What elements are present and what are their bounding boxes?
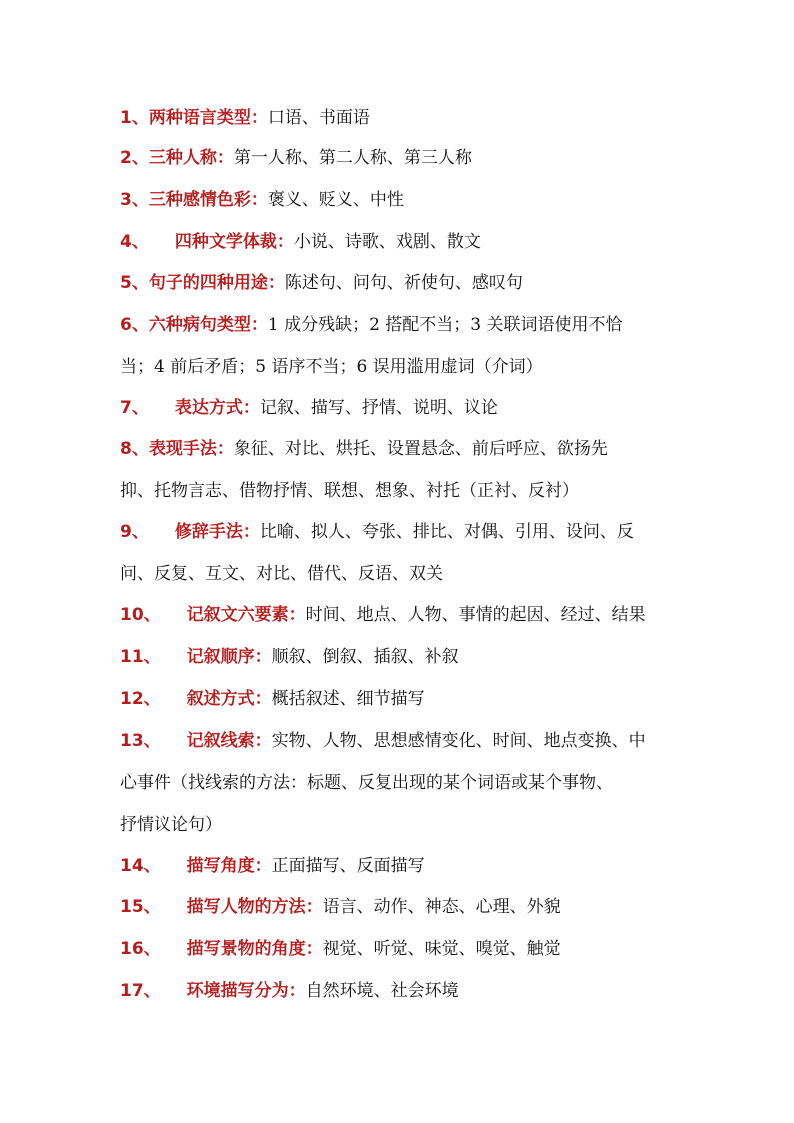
item-label: 记叙文六要素： [186,605,306,625]
list-item-11 [120,636,680,678]
list-item-4 [120,221,680,263]
item-label: 表达方式： [174,398,260,418]
list-item-7 [120,387,680,429]
item-text: 陈述句、问句、祈使句、感叹句 [284,273,523,293]
item-text: 顺叙、倒叙、插叙、补叙 [271,647,459,667]
item-label: 句子的四种用途： [148,273,285,293]
list-item-5 [120,262,680,304]
list-item-3 [120,179,680,221]
item-text: 实物、人物、思想感情变化、时间、地点变换、中 [271,731,646,751]
list-item-12 [120,678,680,720]
item-label: 记叙顺序： [186,647,272,667]
item-text-continued: 抒情议论句） [120,815,222,835]
item-label: 描写景物的角度： [186,939,323,959]
item-text: 语言、动作、神态、心理、外貌 [322,897,561,917]
item-text: 概括叙述、细节描写 [271,689,425,709]
item-text: 记叙、描写、抒情、说明、议论 [259,398,498,418]
item-number: 3、 [120,190,149,210]
item-text: 自然环境、社会环境 [305,981,459,1001]
list-item-17 [120,970,680,1012]
item-label: 修辞手法： [174,522,260,542]
item-text: 比喻、拟人、夸张、排比、对偶、引用、设问、反 [259,522,634,542]
item-label: 六种病句类型： [148,315,268,335]
item-text: 褒义、贬义、中性 [267,190,404,210]
item-label: 描写角度： [186,856,272,876]
item-number: 5、 [120,273,149,293]
item-label: 两种语言类型： [148,108,268,128]
item-number: 15、 [120,897,161,917]
item-text-continued: 当；4 前后矛盾；5 语序不当；6 误用滥用虚词（介词） [120,357,543,377]
item-text-continued: 抑、托物言志、借物抒情、联想、想象、衬托（正衬、反衬） [120,481,579,501]
item-number: 13、 [120,731,161,751]
item-number: 12、 [120,689,161,709]
item-text: 口语、书面语 [267,108,370,128]
item-text: 视觉、听觉、味觉、嗅觉、触觉 [322,939,561,959]
item-text: 1 成分残缺；2 搭配不当；3 关联词语使用不恰 [267,315,623,335]
list-item-9 [120,511,680,595]
item-label: 记叙线索： [186,731,272,751]
list-item-16 [120,928,680,970]
item-number: 9、 [120,522,149,542]
list-item-14 [120,845,680,887]
item-text: 第一人称、第二人称、第三人称 [233,148,472,168]
item-label: 描写人物的方法： [186,897,323,917]
item-number: 6、 [120,315,149,335]
item-number: 2、 [120,148,149,168]
item-label: 叙述方式： [186,689,272,709]
item-text-continued: 心事件（找线索的方法：标题、反复出现的某个词语或某个事物、 [120,773,613,793]
list-item-1 [120,97,680,139]
item-text: 时间、地点、人物、事情的起因、经过、结果 [305,605,646,625]
item-number: 8、 [120,439,149,459]
item-number: 1、 [120,108,149,128]
list-item-10 [120,594,680,636]
item-label: 三种人称： [148,148,234,168]
item-label: 三种感情色彩： [148,190,268,210]
item-number: 7、 [120,398,149,418]
item-label: 四种文学体裁： [174,232,294,252]
list-item-8 [120,428,680,512]
item-label: 环境描写分为： [186,981,306,1001]
list-item-2 [120,137,680,179]
list-item-15 [120,886,680,928]
item-number: 14、 [120,856,161,876]
item-text: 正面描写、反面描写 [271,856,425,876]
item-text-continued: 问、反复、互文、对比、借代、反语、双关 [120,564,443,584]
item-number: 10、 [120,605,161,625]
item-text: 象征、对比、烘托、设置悬念、前后呼应、欲扬先 [233,439,608,459]
list-item-6 [120,304,680,388]
item-text: 小说、诗歌、戏剧、散文 [293,232,481,252]
list-item-13 [120,720,680,846]
item-number: 11、 [120,647,161,667]
item-number: 17、 [120,981,161,1001]
item-number: 16、 [120,939,161,959]
item-label: 表现手法： [148,439,234,459]
item-number: 4、 [120,232,149,252]
